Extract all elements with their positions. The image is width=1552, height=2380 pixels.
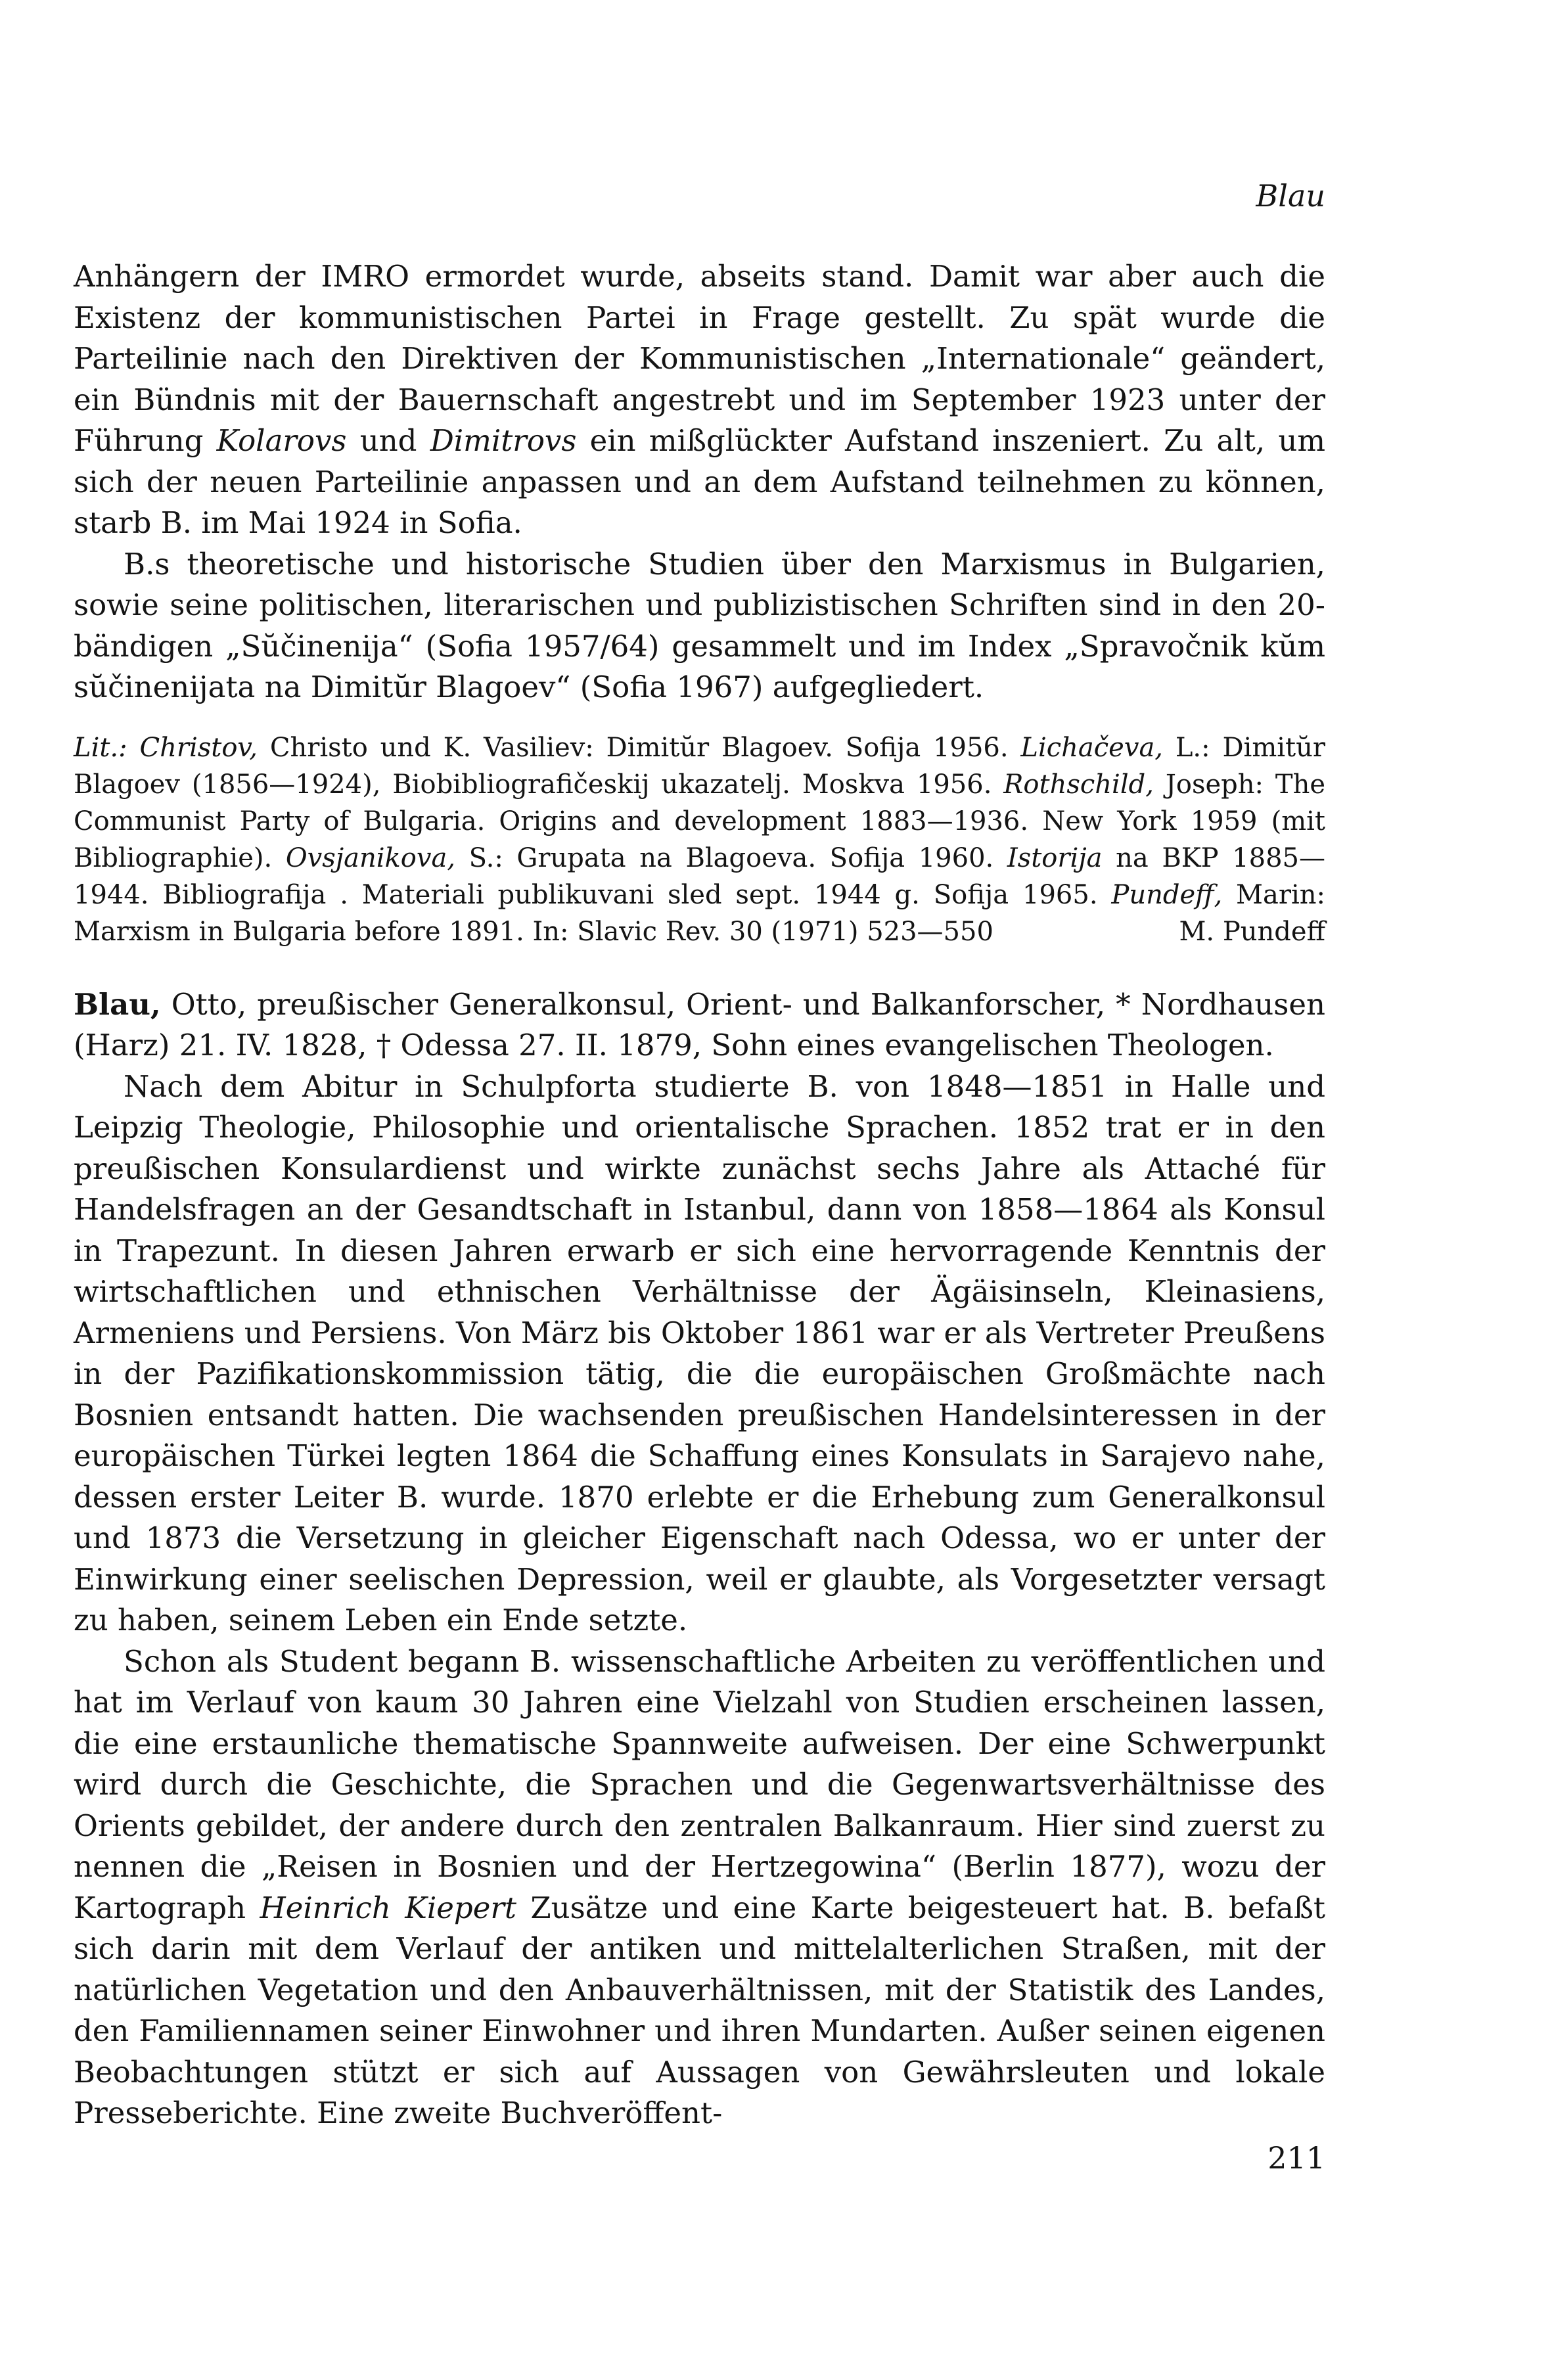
text-run: Anhängern der IMRO ermordet wurde, abseits stand. Damit war aber auch die Existenz der kommunistischen Partei in Frage gestellt. Zu spät wurde die Parteilinie nach den Direktiven der Kommunistischen „Internationale“ geändert, ein Bündnis mit der Bauernschaft angestrebt und im September 1923 unter der Führung [74,259,1325,458]
lit-title: Istorija [1007,842,1103,873]
page-number: 211 [1267,2140,1325,2176]
lit-text: na BKP 1885—1944. Bibliografija . Materiali publikuvani sled sept. 1944 g. Sofija 1965. [74,842,1325,910]
lit-author: Lichačeva, [1020,732,1164,763]
lit-text: Joseph: The Communist Party of Bulgaria. Origins and development 1883—1936. New York 1959 (mit Bibliographie). [74,769,1325,873]
headword: Blau, [74,986,161,1022]
lit-author: Pundeff, [1111,879,1223,910]
lit-author: Rothschild, [1003,769,1154,800]
lit-text: S.: Grupata na Blagoeva. Sofija 1960. [455,842,1007,873]
text-run: ein mißglückter Aufstand inszeniert. Zu alt, um sich der neuen Parteilinie anpassen und an dem Aufstand teilnehmen zu können, starb B. im Mai 1924 in Sofia. [74,423,1325,540]
body-text [74,256,1325,2134]
text-run: Zusätze und eine Karte beigesteuert hat. B. befaßt sich darin mit dem Verlauf der antiken und mittelalterlichen Straßen, mit der natürlichen Vegetation und den Anbauverhältnissen, mit der Statistik des Landes, den Familiennamen seiner Einwohner und ihren Mundarten. Außer seinen eigenen Beobachtungen stützt er sich auf Aussagen von Gewährsleuten und lokale Presseberichte. Eine zweite Buchveröffent- [74,1890,1325,2130]
paragraph-blagoev-1 [74,256,1325,544]
paragraph-blagoev-2: B.s theoretische und historische Studien über den Marxismus in Bulgarien, sowie seine politischen, literarischen und publizistischen Schriften sind in den 20-bändigen „Sŭčinenija“ (Sofia 1957/64) gesammelt und im Index „Spravočnik kŭm sŭčinenijata na Dimitŭr Blagoev“ (Sofia 1967) aufgegliedert. [74,546,1325,704]
lit-text: Marin: Marxism in Bulgaria before 1891. In: Slavic Rev. 30 (1971) 523—550 [74,879,1326,947]
lit-author: Christov, [139,732,258,763]
lit-signature: M. Pundeff [1179,916,1325,947]
person-name-dimitrov: Dimitrovs [430,423,577,458]
lit-text: L.: Dimitŭr Blagoev (1856—1924), Biobibliografičeskij ukazatelj. Moskva 1956. [74,732,1325,800]
text-run: Otto, preußischer Generalkonsul, Orient- und Balkanforscher, * Nordhausen (Harz) 21. IV. 1828, † Odessa 27. II. 1879, Sohn eines evangelischen Theologen. [74,986,1325,1063]
lit-label: Lit.: [74,732,127,763]
document-page [74,0,1325,2380]
literature-blagoev [74,729,1325,950]
lit-author: Ovsjanikova, [285,842,456,873]
person-name-kiepert: Heinrich Kiepert [260,1890,516,1925]
paragraph-blau-3 [74,1641,1325,2134]
entry-head-blau [74,984,1325,1066]
entry-separator [74,950,1325,984]
person-name-kolarov: Kolarovs [216,423,347,458]
text-run: Schon als Student begann B. wissenschaftliche Arbeiten zu veröffentlichen und hat im Verlauf von kaum 30 Jahren eine Vielzahl von Studien erscheinen lassen, die eine erstaunliche thematische Spannweite aufweisen. Der eine Schwerpunkt wird durch die Geschichte, die Sprachen und die Gegenwartsverhältnisse des Orients gebildet, der andere durch den zentralen Balkanraum. Hier sind zuerst zu nennen die „Reisen in Bosnien und der Hertzegowina“ (Berlin 1877), wozu der Kartograph [74,1643,1325,1925]
running-head: Blau [1256,178,1325,214]
text-run: und [346,423,430,458]
paragraph-blau-2: Nach dem Abitur in Schulpforta studierte B. von 1848—1851 in Halle und Leipzig Theologie, Philosophie und orientalische Sprachen. 1852 trat er in den preußischen Konsulardienst und wirkte zunächst sechs Jahre als Attaché für Handelsfragen an der Gesandtschaft in Istanbul, dann von 1858—1864 als Konsul in Trapezunt. In diesen Jahren erwarb er sich eine hervorragende Kenntnis der wirtschaftlichen und ethnischen Verhältnisse der Ägäisinseln, Kleinasiens, Armeniens und Persiens. Von März bis Oktober 1861 war er als Vertreter Preußens in der Pazifikationskommission tätig, die die europäischen Großmächte nach Bosnien entsandt hatten. Die wachsenden preußischen Handelsinteressen in der europäischen Türkei legten 1864 die Schaffung eines Konsulats in Sarajevo nahe, dessen erster Leiter B. wurde. 1870 erlebte er die Erhebung zum Generalkonsul und 1873 die Versetzung in gleicher Eigenschaft nach Odessa, wo er unter der Einwirkung einer seelischen Depression, weil er glaubte, als Vorgesetzter versagt zu haben, seinem Leben ein Ende setzte. [74,1068,1325,1637]
lit-text: Christo und K. Vasiliev: Dimitŭr Blagoev. Sofija 1956. [258,732,1021,763]
